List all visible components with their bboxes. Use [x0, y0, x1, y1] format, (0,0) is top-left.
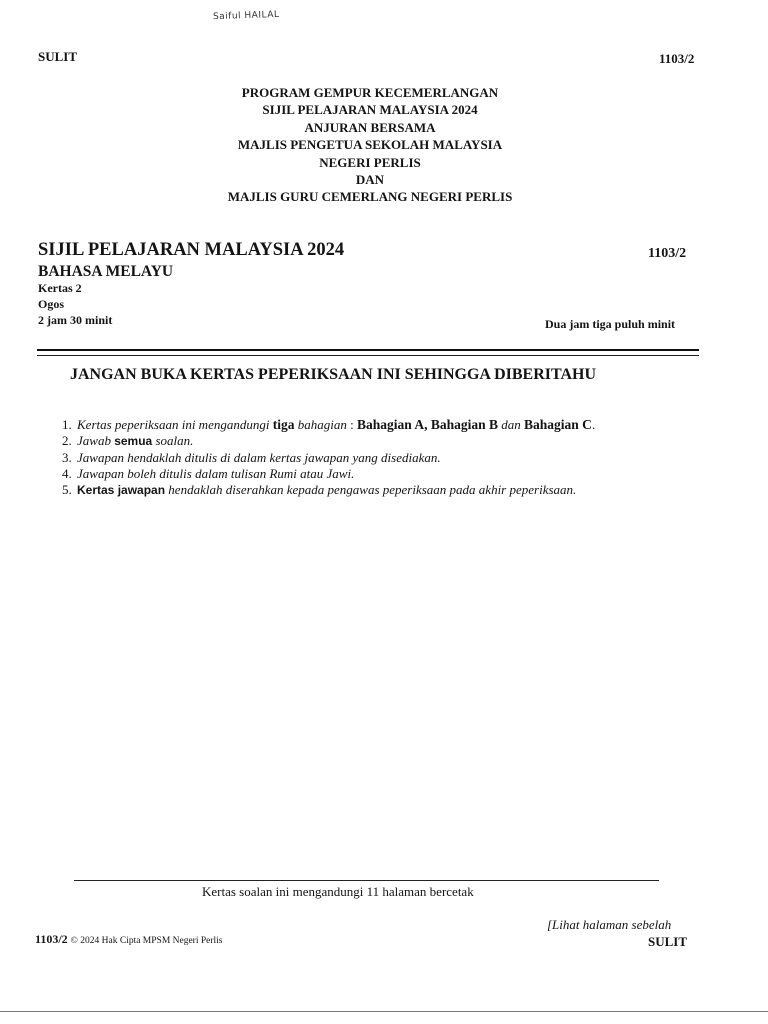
handwritten-name: Saiful HAILAL [212, 9, 280, 23]
instruction-number: 2. [62, 433, 72, 449]
header-line: MAJLIS PENGETUA SEKOLAH MALAYSIA [237, 137, 503, 153]
instruction-number: 4. [62, 465, 72, 481]
program-header [150, 84, 590, 206]
scan-edge-line [0, 1011, 768, 1012]
exam-month: Ogos [38, 297, 65, 311]
exam-title: SIJIL PELAJARAN MALAYSIA 2024 [38, 240, 345, 260]
exam-duration-words: Dua jam tiga puluh minit [545, 317, 676, 331]
copyright-text: © 2024 Hak Cipta MPSM Negeri Perlis [70, 936, 223, 946]
instruction-number: 1. [62, 417, 72, 432]
footer-copyright-line [35, 932, 223, 947]
instruction-number: 3. [62, 449, 72, 465]
instruction-item: 5. Kertas jawapan hendaklah diserahkan kepada pengawas peperiksaan pada akhir peperiksaan. [62, 482, 577, 498]
page-count-note: Kertas soalan ini mengandungi 11 halaman bercetak [202, 884, 474, 899]
footer-code: 1103/2 [35, 932, 68, 946]
header-line: NEGERI PERLIS [319, 154, 421, 170]
exam-code: 1103/2 [648, 246, 687, 261]
sulit-label-bottom: SULIT [648, 934, 688, 949]
do-not-open-warning: JANGAN BUKA KERTAS PEPERIKSAAN INI SEHINGGA DIBERITAHU [70, 366, 597, 383]
instructions-list [62, 417, 722, 498]
divider-thin [37, 355, 699, 356]
instruction-item: 4. Jawapan boleh ditulis dalam tulisan Rumi atau Jawi. [62, 465, 355, 481]
header-line: DAN [355, 172, 385, 188]
exam-duration: 2 jam 30 minit [38, 313, 113, 327]
instruction-item: 1. Kertas peperiksaan ini mengandungi tiga bahagian : Bahagian A, Bahagian B dan Bahagian C. [62, 417, 596, 432]
sulit-label-top: SULIT [38, 49, 78, 64]
header-line: ANJURAN BERSAMA [304, 119, 436, 135]
instruction-number: 5. [62, 482, 72, 498]
instruction-item: 3. Jawapan hendaklah ditulis di dalam kertas jawapan yang disediakan. [62, 449, 441, 465]
header-line: PROGRAM GEMPUR KECEMERLANGAN [241, 85, 499, 100]
instruction-item: 2. Jawab semua soalan. [62, 433, 194, 449]
paper-number: Kertas 2 [38, 281, 82, 295]
next-page-note: [Lihat halaman sebelah [547, 917, 672, 932]
divider-thick [37, 349, 699, 351]
footer-divider [74, 880, 659, 881]
header-line: MAJLIS GURU CEMERLANG NEGERI PERLIS [227, 189, 513, 205]
header-line: SIJIL PELAJARAN MALAYSIA 2024 [262, 102, 478, 118]
subject-name: BAHASA MELAYU [38, 263, 174, 280]
paper-code-top: 1103/2 [659, 51, 695, 66]
